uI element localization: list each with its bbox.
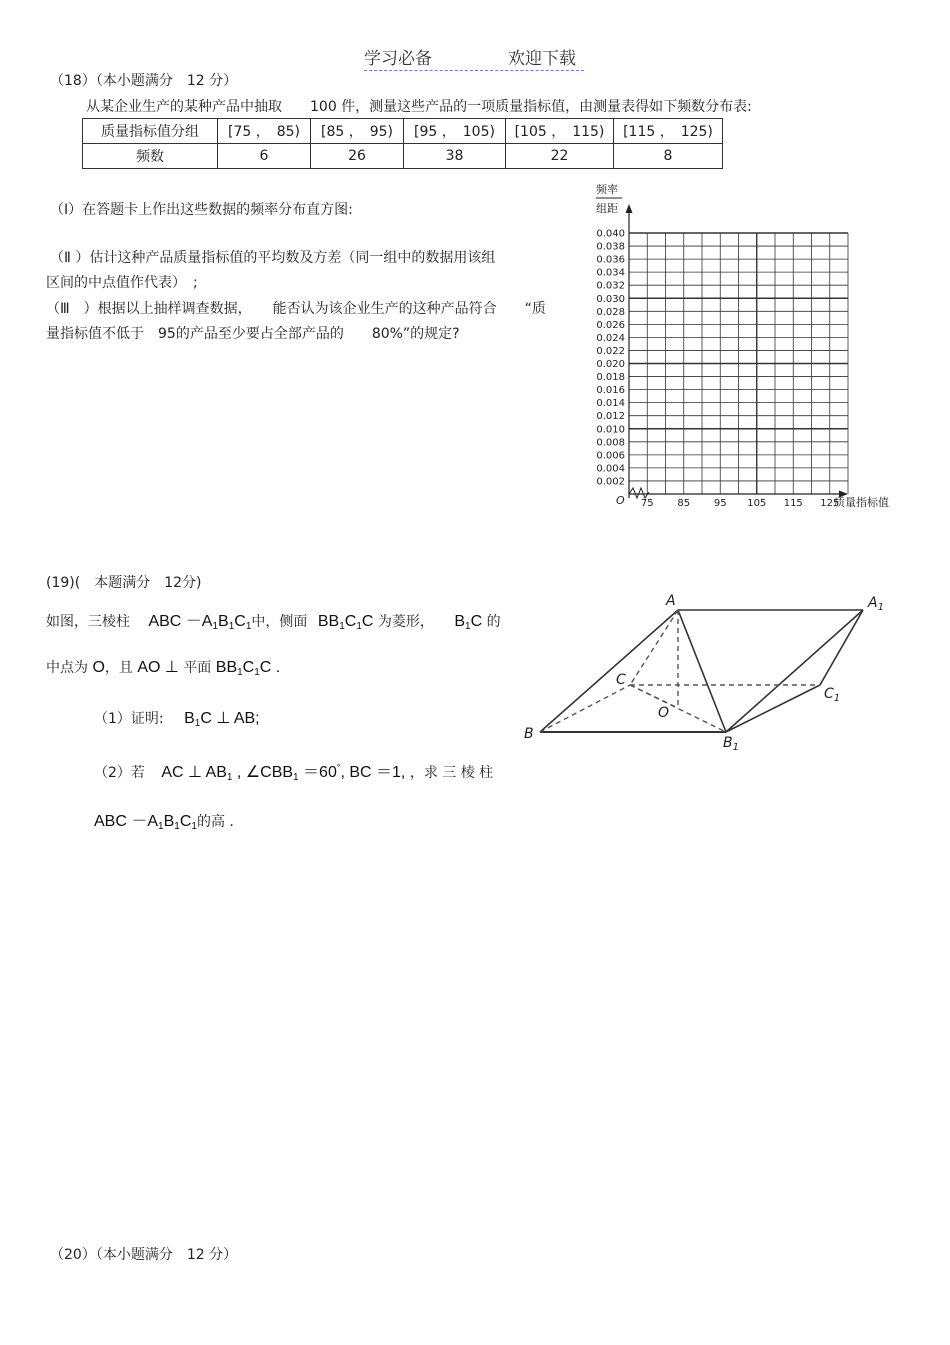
y-tick-label: 0.012 [596,411,625,423]
q19-part1-label: （1）证明: [94,711,164,727]
y-tick-label: 0.014 [596,398,625,410]
hidden-edge-A-C [630,610,678,685]
q19-line2 [46,657,280,677]
q19-title: (19)( 本题满分 12分) [46,575,202,591]
q19-part2-end [94,808,234,831]
x-tick-label: 115 [783,498,803,509]
q19-line2-a: 中点为 [46,660,88,676]
q19-part2-tail: ，求 三 棱 柱 [409,765,494,781]
y-tick-label: 0.030 [596,293,625,305]
q18-part1: （Ⅰ）在答题卡上作出这些数据的频率分布直方图: [50,202,353,218]
edge-A-B1 [678,610,726,732]
label-O: O [658,705,670,721]
origin-label: O [616,494,625,507]
frequency-table [82,118,723,169]
table-cell: 频数 [83,144,218,169]
y-tick-label: 0.038 [596,241,625,253]
x-tick-label: 75 [640,498,654,509]
q19-part1 [94,708,260,728]
y-tick-label: 0.040 [596,228,625,240]
label-C: C [616,672,626,688]
q18-intro: 从某企业生产的某种产品中抽取 100 件，测量这些产品的一项质量指标值，由测量表得如下频数分布表: [86,99,752,115]
x-axis-label: 质量指标值 [834,496,889,509]
table-row [83,119,723,144]
edge-A1-B1 [726,610,863,732]
q19-line1-a: 如图，三棱柱 [46,614,130,630]
y-tick-label: 0.010 [596,424,625,436]
q18-part3a: （Ⅲ ）根据以上抽样调查数据， 能否认为该企业生产的这种产品符合 “质 [46,301,546,317]
y-tick-label: 0.006 [596,450,625,462]
math-expr: B1C [454,613,483,632]
page-header [364,44,584,71]
q19-part2-label: （2）若 [94,765,145,781]
y-tick-label: 0.018 [596,372,625,384]
y-axis-arrow [626,204,633,213]
y-tick-label: 0.020 [596,359,625,370]
x-tick-label: 85 [677,498,691,509]
y-tick-label: 0.036 [596,254,625,266]
q19-line2-b: ，且 [104,660,133,676]
histogram-grid-chart [580,178,910,518]
q19-line2-c: 平面 [183,660,212,676]
hidden-edge-C-O [630,685,678,708]
q20-title: （20）（本小题满分 12 分） [50,1247,238,1263]
y-tick-label: 0.008 [596,437,625,449]
y-tick-label: 0.022 [596,345,625,357]
label-A: A [666,593,676,609]
y-tick-label: 0.024 [596,332,625,344]
math-expr: BB1C1C . [215,659,281,678]
table-cell: [105 ， 115) [506,119,614,144]
y-tick-label: 0.032 [596,280,625,292]
math-expr: AO ⊥ [137,659,179,676]
label-A1: $A_1$ [868,595,884,613]
table-cell: 8 [614,144,723,169]
table-cell: 22 [506,144,614,169]
q19-line1 [46,608,501,631]
q18-title: （18）（本小题满分 12 分） [50,73,238,89]
table-cell: [85 ， 95) [311,119,404,144]
q19-part2-end-text: 的高 . [196,814,234,830]
math-expr: BB1C1C [317,613,374,632]
y-label-bottom: 组距 [596,202,618,215]
prism-figure [518,588,898,760]
q19-line1-d: 的 [486,614,501,630]
table-cell: [115 ， 125) [614,119,723,144]
math-expr: O [92,659,105,676]
table-cell: 质量指标值分组 [83,119,218,144]
table-row [83,144,723,169]
y-label-top: 频率 [596,183,618,196]
math-expr: AC ⊥ AB1 , ∠CBB1 ＝60°, BC ＝1, [161,762,406,783]
q19-part2 [94,759,493,782]
q18-part3b: 量指标值不低于 95的产品至少要占全部产品的 80%”的规定? [46,326,460,342]
y-tick-label: 0.026 [596,319,625,331]
axis-break [629,488,649,498]
q19-line1-c: 为菱形， [377,614,434,630]
y-tick-label: 0.034 [596,267,625,279]
y-tick-label: 0.002 [596,476,625,488]
label-B: B [524,726,534,742]
q18-part2b: 区间的中点值作代表） ; [46,275,198,291]
edge-A1-C1 [820,610,863,685]
math-expr: ABC －A1B1C1 [94,813,197,832]
y-tick-label: 0.004 [596,463,625,475]
header-left: 学习必备 [364,49,432,69]
q19-line1-b: 中，侧面 [251,614,308,630]
math-expr: ABC －A1B1C1 [148,613,252,632]
math-expr: B1C ⊥ AB; [184,710,260,729]
label-C1: $C_1$ [824,686,841,704]
table-cell: 26 [311,144,404,169]
table-cell: [95 ， 105) [404,119,506,144]
y-tick-label: 0.028 [596,306,625,318]
edge-C1-B1 [726,685,820,732]
x-tick-label: 125 [820,498,840,509]
x-tick-label: 105 [747,498,767,509]
table-cell: [75 ， 85) [218,119,311,144]
header-right: 欢迎下载 [508,49,576,69]
label-B1: $B_1$ [723,735,739,753]
x-tick-label: 95 [713,498,727,509]
q18-part2a: （Ⅱ ）估计这种产品质量指标值的平均数及方差（同一组中的数据用该组 [50,250,496,266]
table-cell: 38 [404,144,506,169]
y-tick-label: 0.016 [596,385,625,397]
table-cell: 6 [218,144,311,169]
